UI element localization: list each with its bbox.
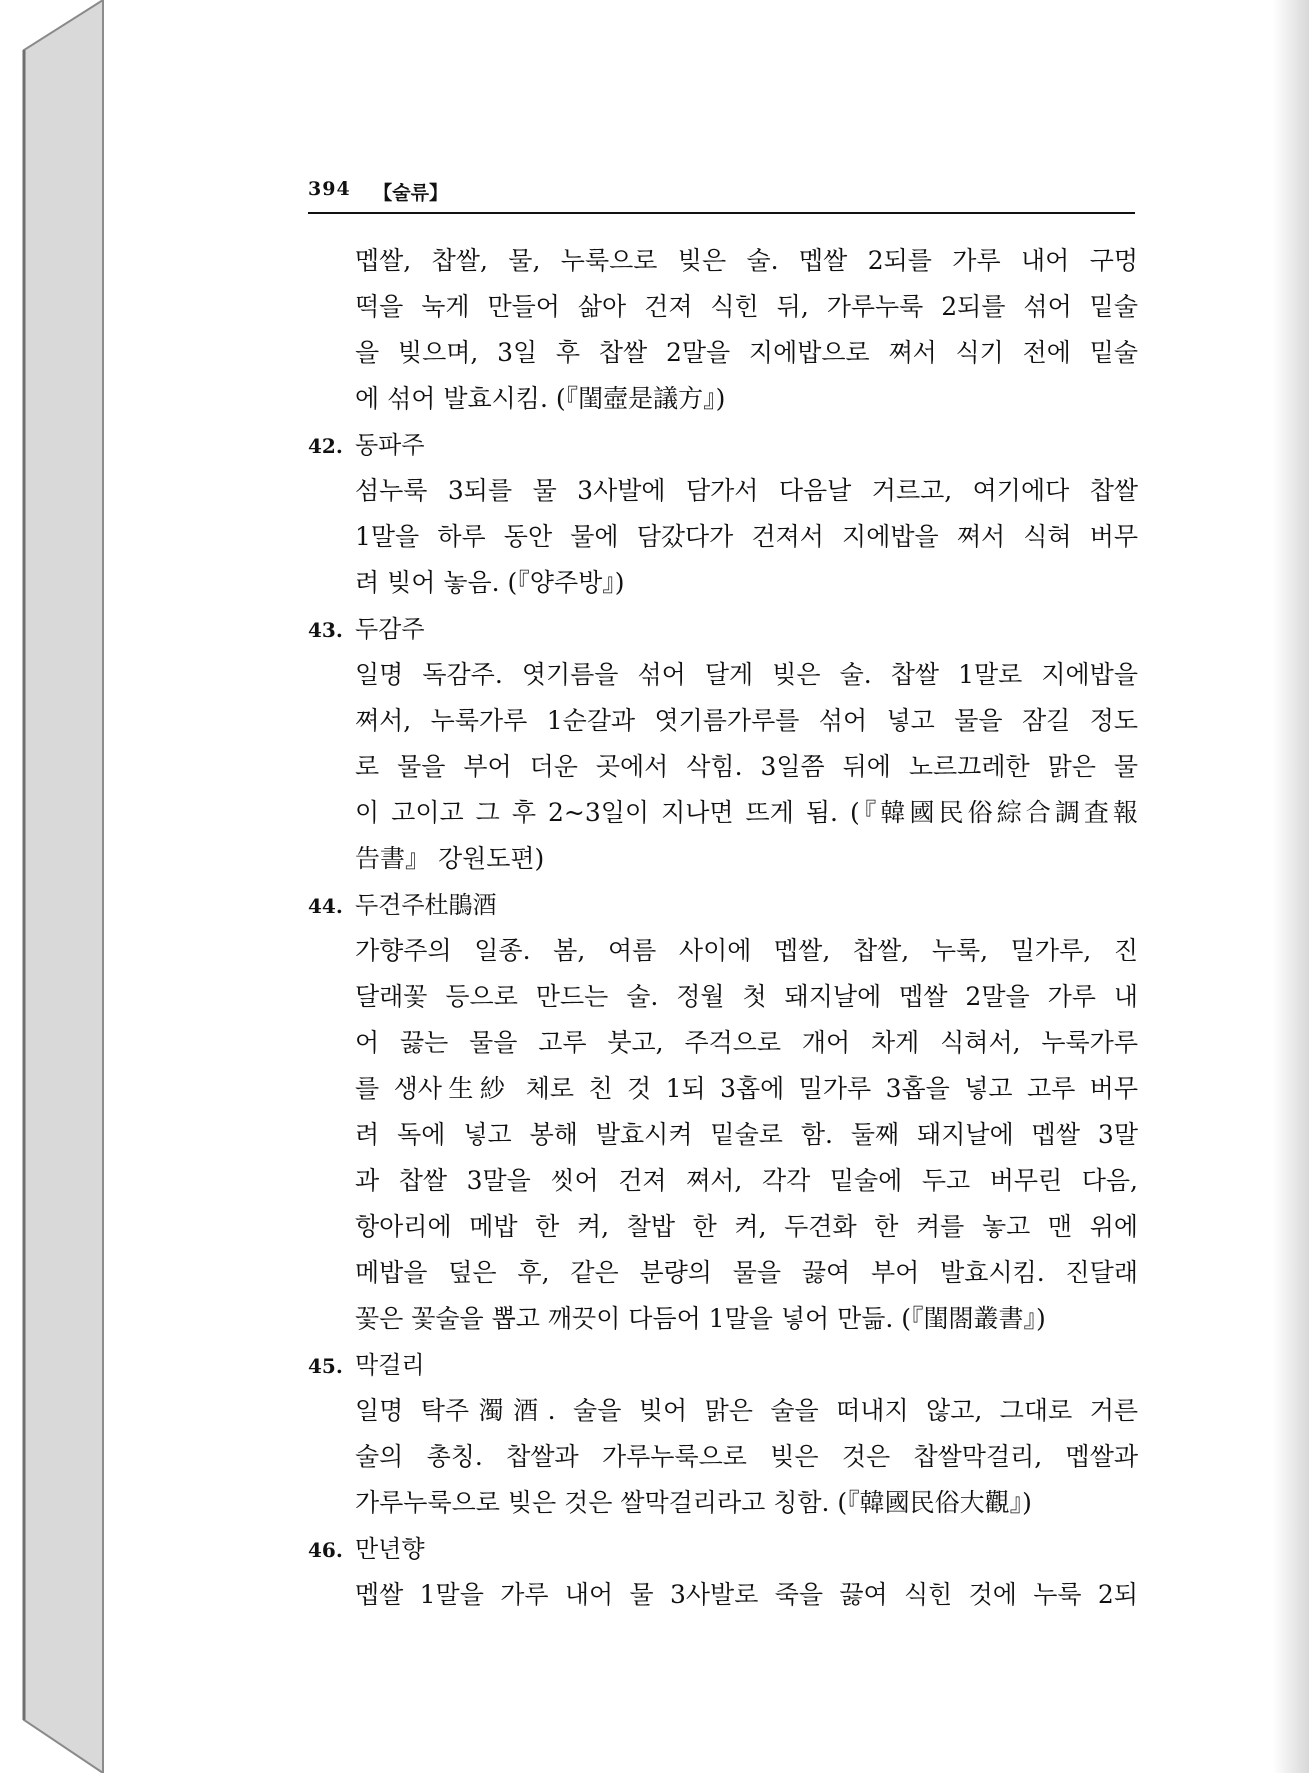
entry-title <box>308 1342 1138 1388</box>
body-line: 려 빚어 놓음. (『양주방』) <box>355 568 625 597</box>
body-line: 쪄서, 누룩가루 1순갈과 엿기름가루를 섞어 넣고 물을 잠길 정도 <box>355 706 1138 735</box>
page-number: 394 <box>308 178 351 200</box>
entry-number: 43. <box>308 618 343 642</box>
body-line: 를 생사生紗 체로 친 것 1되 3홉에 밀가루 3홉을 넣고 고루 버무 <box>355 1074 1138 1103</box>
body-line: 이 고이고 그 후 2~3일이 지나면 뜨게 됨. (『韓國民俗綜合調査報 <box>355 798 1138 827</box>
entry-name: 만년향 <box>355 1535 425 1563</box>
body-line: 일명 독감주. 엿기름을 섞어 달게 빚은 술. 찹쌀 1말로 지에밥을 <box>355 660 1138 689</box>
body-line: 일명 탁주濁酒. 술을 빚어 맑은 술을 떠내지 않고, 그대로 거른 <box>355 1396 1138 1425</box>
entry-title <box>308 1526 1138 1572</box>
entry-number: 44. <box>308 894 343 918</box>
entry-title <box>308 882 1138 928</box>
body-line: 항아리에 메밥 한 켜, 찰밥 한 켜, 두견화 한 켜를 놓고 맨 위에 <box>355 1212 1138 1241</box>
body-line: 가루누룩으로 빚은 것은 쌀막걸리라고 칭함. (『韓國民俗大觀』) <box>355 1488 1032 1517</box>
entry-43 <box>308 606 1138 882</box>
entry-name: 동파주 <box>355 431 425 459</box>
entry-continued <box>308 238 1138 422</box>
entry-name: 막걸리 <box>355 1351 425 1379</box>
entry-44 <box>308 882 1138 1342</box>
body-line: 1말을 하루 동안 물에 담갔다가 건져서 지에밥을 쪄서 식혀 버무 <box>355 522 1138 551</box>
entry-number: 45. <box>308 1354 343 1378</box>
body-line: 어 끓는 물을 고루 붓고, 주걱으로 개어 차게 식혀서, 누룩가루 <box>355 1028 1138 1057</box>
body-line: 떡을 눅게 만들어 삶아 건져 식힌 뒤, 가루누룩 2되를 섞어 밑술 <box>355 292 1138 321</box>
body-line: 과 찹쌀 3말을 씻어 건져 쪄서, 각각 밑술에 두고 버무린 다음, <box>355 1166 1138 1195</box>
entry-number: 42. <box>308 434 343 458</box>
body-line: 에 섞어 발효시킴. (『閨壼是議方』) <box>355 384 726 413</box>
body-line: 달래꽃 등으로 만드는 술. 정월 첫 돼지날에 멥쌀 2말을 가루 내 <box>355 982 1138 1011</box>
entry-46 <box>308 1526 1138 1618</box>
entry-name: 두견주杜鵑酒 <box>355 891 497 919</box>
body-line: 을 빚으며, 3일 후 찹쌀 2말을 지에밥으로 쪄서 식기 전에 밑술 <box>355 338 1138 367</box>
entry-number: 46. <box>308 1538 343 1562</box>
page-header <box>308 178 1135 214</box>
body-line: 술의 총칭. 찹쌀과 가루누룩으로 빚은 것은 찹쌀막걸리, 멥쌀과 <box>355 1442 1138 1471</box>
body-line: 로 물을 부어 더운 곳에서 삭힘. 3일쯤 뒤에 노르끄레한 맑은 물 <box>355 752 1138 781</box>
page-content <box>308 238 1138 1618</box>
body-line: 告書』 강원도편) <box>355 844 545 873</box>
entry-title <box>308 422 1138 468</box>
body-line: 메밥을 덮은 후, 같은 분량의 물을 끓여 부어 발효시킴. 진달래 <box>355 1258 1138 1287</box>
body-line: 가향주의 일종. 봄, 여름 사이에 멥쌀, 찹쌀, 누룩, 밀가루, 진 <box>355 936 1138 965</box>
body-line: 섬누룩 3되를 물 3사발에 담가서 다음날 거르고, 여기에다 찹쌀 <box>355 476 1138 505</box>
entry-45 <box>308 1342 1138 1526</box>
body-line: 꽃은 꽃술을 뽑고 깨끗이 다듬어 1말을 넣어 만듦. (『閨閤叢書』) <box>355 1304 1046 1333</box>
section-title: 【술류】 <box>373 182 449 204</box>
entry-42 <box>308 422 1138 606</box>
entry-title <box>308 606 1138 652</box>
body-line: 멥쌀, 찹쌀, 물, 누룩으로 빚은 술. 멥쌀 2되를 가루 내어 구멍 <box>355 246 1138 275</box>
body-line: 려 독에 넣고 봉해 발효시켜 밑술로 함. 둘째 돼지날에 멥쌀 3말 <box>355 1120 1138 1149</box>
body-line: 멥쌀 1말을 가루 내어 물 3사발로 죽을 끓여 식힌 것에 누룩 2되 <box>355 1580 1138 1609</box>
entry-name: 두감주 <box>355 615 425 643</box>
